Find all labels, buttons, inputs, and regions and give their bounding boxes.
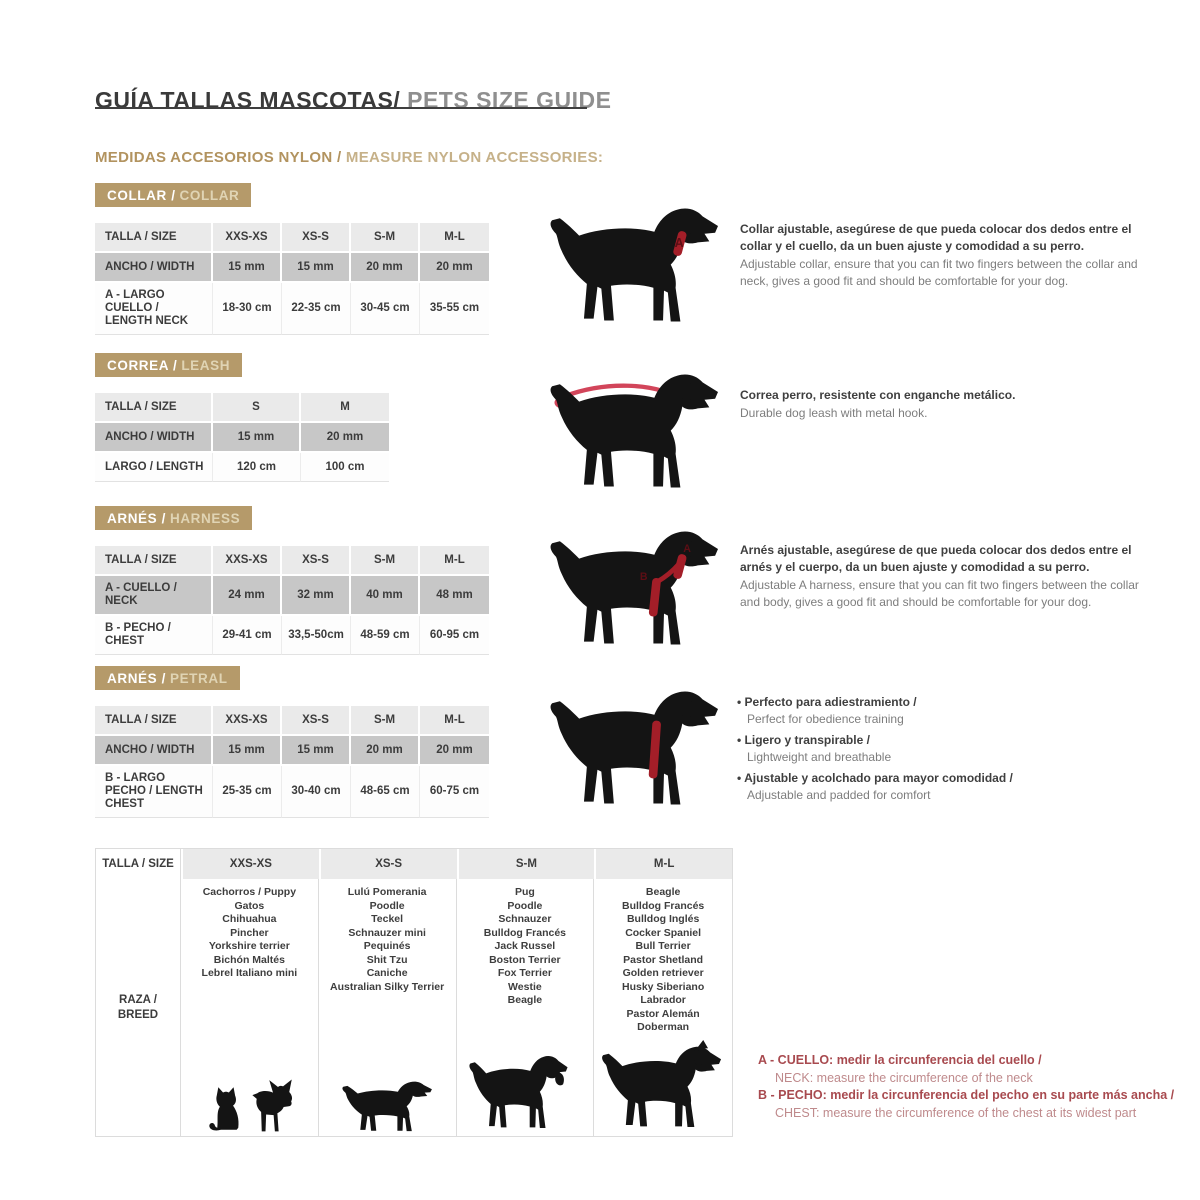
table-row-label: LARGO / LENGTH [95,453,213,482]
table-value-cell: 30-45 cm [351,283,420,335]
table-value-cell: 48 mm [420,576,489,616]
table-header-cell: XXS-XS [213,223,282,253]
table-value-cell: 18-30 cm [213,283,282,335]
breed-column-xxs-xs [181,879,319,1136]
breed-item: Bull Terrier [635,940,691,952]
harness-marker-b: B [639,570,648,583]
table-value-cell: 35-55 cm [420,283,489,335]
badge-label-es: ARNÉS / [107,511,166,526]
table-row-label: B - LARGO PECHO / LENGTH CHEST [95,766,213,818]
breed-item: Shit Tzu [366,953,408,966]
collar-description [740,221,1148,290]
page-subtitle [95,149,603,166]
breed-item: Pincher [230,926,269,939]
table-row [95,283,489,335]
pair-text-es: A - CUELLO: medir la circunferencia del cuello / [758,1053,1042,1067]
harness-section-badge [95,506,252,530]
breed-column-s-m [457,879,595,1136]
table-header-cell: M-L [420,546,489,576]
table-value-cell: 20 mm [351,253,420,283]
breed-row-label-es: RAZA / [119,993,157,1006]
breed-item: Cachorros / Puppy [202,886,297,898]
pair-text-en: NECK: measure the circumference of the neck [775,1070,1033,1085]
breed-item: Gatos [234,899,265,912]
doberman-icon [595,1040,732,1136]
table-value-cell: 15 mm [213,736,282,766]
page-subtitle-en: MEASURE NYLON ACCESSORIES: [341,149,604,167]
pair-text-es: • Ligero y transpirable / [737,732,1147,749]
table-row [95,576,489,616]
breed-item: Poodle [369,899,405,912]
table-header-cell: S [213,393,301,423]
petral-feature-list [737,694,1147,808]
breed-list-m-l [594,879,732,1035]
table-row-label: ANCHO / WIDTH [95,423,213,453]
table-header-cell: TALLA / SIZE [95,546,213,576]
table-header-cell: XXS-XS [213,546,282,576]
table-header-cell: XXS-XS [213,706,282,736]
title-underline [95,107,587,109]
table-header-cell: TALLA / SIZE [95,393,213,423]
pair-text-es: • Perfecto para adiestramiento / [737,694,1147,711]
breed-item: Labrador [640,994,686,1006]
leash-dog-icon [537,365,737,500]
table-row-label: ANCHO / WIDTH [95,253,213,283]
table-row-label: B - PECHO / CHEST [95,616,213,655]
breed-item: Bichón Maltés [213,953,285,966]
breed-item: Yorkshire terrier [208,940,290,952]
table-value-cell: 30-40 cm [282,766,351,818]
leash-desc-en: Durable dog leash with metal hook. [740,406,928,420]
collar-marker-a: A [674,236,684,251]
collar-dog-illustration [537,199,742,334]
breed-item: Golden retriever [622,967,704,979]
table-value-cell: 24 mm [213,576,282,616]
breed-item: Bulldog Francés [621,899,705,912]
table-value-cell: 15 mm [282,736,351,766]
table-value-cell: 32 mm [282,576,351,616]
table-header-row [95,706,489,736]
harness-desc-es: Arnés ajustable, asegúrese de que pueda colocar dos dedos entre el arnés y el cuerpo, da un buen ajuste y comodidad a su perro. [740,543,1132,574]
table-value-cell: 20 mm [351,736,420,766]
collar-size-table [95,223,489,335]
page-subtitle-es: MEDIDAS ACCESORIOS NYLON / [95,149,342,167]
breed-item: Westie [508,980,542,993]
table-value-cell: 120 cm [213,453,301,482]
breed-item: Cocker Spaniel [625,926,702,939]
breed-header-xxs-xs: XXS-XS [181,849,319,879]
section-leash [95,353,1165,501]
table-header-cell: XS-S [282,223,351,253]
table-header-cell: TALLA / SIZE [95,223,213,253]
page-title [95,87,611,114]
silhouettes-xs-s [319,1072,456,1136]
table-header-cell: S-M [351,706,420,736]
table-value-cell: 29-41 cm [213,616,282,655]
petral-dog-icon [537,682,737,817]
table-value-cell: 22-35 cm [282,283,351,335]
pair-text-en: Lightweight and breathable [747,749,892,764]
harness-dog-illustration [537,522,742,657]
breed-item: Schnauzer [498,913,552,925]
breed-item: Caniche [366,967,408,979]
breed-item: Teckel [371,913,404,925]
table-header-row [95,393,389,423]
breed-header-xs-s: XS-S [319,849,457,879]
table-row-label: A - LARGO CUELLO / LENGTH NECK [95,283,213,335]
measuring-notes [758,1052,1194,1122]
breed-item: Jack Russel [494,940,556,952]
breed-item: Bulldog Francés [483,926,566,939]
table-value-cell: 20 mm [420,736,489,766]
table-row [95,423,389,453]
table-header-row [95,546,489,576]
leash-size-table [95,393,389,482]
breed-header-m-l: M-L [594,849,732,879]
text-pair [737,770,1147,803]
badge-label-es: COLLAR / [107,188,176,203]
breed-table-header [96,849,732,879]
harness-dog-icon [537,522,737,657]
breed-item: Pastor Shetland [623,953,704,966]
petral-size-table [95,706,489,818]
badge-label-en: COLLAR [179,188,240,203]
breed-column-xs-s [319,879,457,1136]
text-pair [758,1087,1194,1122]
pair-text-es: B - PECHO: medir la circunferencia del pecho en su parte más ancha / [758,1088,1175,1102]
breed-header-s-m: S-M [457,849,595,879]
badge-label-es: ARNÉS / [107,671,166,686]
leash-dog-illustration [537,365,742,500]
breed-item: Doberman [637,1021,690,1033]
breed-item: Poodle [507,899,543,912]
leash-desc-es: Correa perro, resistente con enganche metálico. [740,388,1016,402]
breed-table-body [96,879,732,1136]
petral-dog-illustration [537,682,742,817]
table-value-cell: 60-95 cm [420,616,489,655]
breed-item: Pug [514,886,535,898]
table-header-cell: XS-S [282,706,351,736]
pair-text-en: Perfect for obedience training [747,711,904,726]
silhouettes-xxs-xs [181,1076,318,1136]
collar-desc-en: Adjustable collar, ensure that you can fit two fingers between the collar and neck, gives a good fit and should be comfortable for your dog. [740,257,1138,288]
table-value-cell: 48-65 cm [351,766,420,818]
table-row [95,616,489,655]
breed-item: Bulldog Inglés [626,913,700,925]
page-title-en: PETS SIZE GUIDE [400,87,612,114]
breed-table [95,848,733,1137]
section-harness [95,506,1165,661]
badge-label-en: PETRAL [169,671,228,686]
breed-item: Lulú Pomerania [347,886,427,898]
harness-marker-a: A [683,542,691,555]
breed-item: Lebrel Italiano mini [201,967,298,979]
breed-item: Husky Siberiano [621,980,705,993]
table-row [95,766,489,818]
section-collar [95,183,1165,348]
badge-label-en: HARNESS [169,511,241,526]
text-pair [758,1052,1194,1087]
harness-description [740,542,1148,611]
table-row [95,453,389,482]
leash-section-badge [95,353,242,377]
harness-desc-en: Adjustable A harness, ensure that you can fit two fingers between the collar and body, gives a good fit and should be comfortable for your dog. [740,578,1139,609]
petral-section-badge [95,666,240,690]
cat-icon [201,1080,243,1136]
table-value-cell: 25-35 cm [213,766,282,818]
breed-column-m-l [594,879,732,1136]
table-value-cell: 15 mm [282,253,351,283]
pair-text-en: Adjustable and padded for comfort [747,787,931,802]
table-header-cell: S-M [351,546,420,576]
breed-item: Pastor Alemán [626,1007,700,1020]
table-header-row [95,223,489,253]
dachshund-icon [326,1072,448,1136]
table-header-cell: XS-S [282,546,351,576]
schnauzer-icon [463,1050,587,1136]
table-header-cell: M [301,393,389,423]
table-value-cell: 40 mm [351,576,420,616]
breed-list-xxs-xs [181,879,318,981]
breed-row-label-en: BREED [117,1008,159,1021]
page-title-es: GUÍA TALLAS MASCOTAS/ [95,87,401,114]
table-header-cell: M-L [420,223,489,253]
breed-header-size-label: TALLA / SIZE [96,849,181,879]
breed-item: Fox Terrier [497,967,552,979]
breed-item: Beagle [645,886,681,898]
table-header-cell: S-M [351,223,420,253]
text-pair [737,732,1147,765]
badge-label-en: LEASH [181,358,231,373]
breed-item: Australian Silky Terrier [330,980,445,993]
pair-text-en: CHEST: measure the circumference of the chest at its widest part [775,1105,1137,1120]
table-row-label: A - CUELLO / NECK [95,576,213,616]
collar-dog-icon [537,199,737,334]
collar-section-badge [95,183,251,207]
breed-item: Boston Terrier [489,953,561,966]
breed-list-xs-s [319,879,456,994]
breed-item: Beagle [507,994,543,1006]
table-value-cell: 33,5-50cm [282,616,351,655]
leash-description [740,387,1148,422]
table-value-cell: 60-75 cm [420,766,489,818]
table-header-cell: M-L [420,706,489,736]
table-row [95,736,489,766]
text-pair [737,694,1147,727]
chihuahua-icon [248,1076,298,1136]
breed-list-s-m [457,879,594,1008]
badge-label-es: CORREA / [107,358,178,373]
table-row [95,253,489,283]
breed-item: Pequinés [363,940,411,952]
harness-size-table [95,546,489,655]
breed-item: Schnauzer mini [348,926,426,939]
table-value-cell: 15 mm [213,253,282,283]
breed-item: Chihuahua [222,913,277,925]
table-value-cell: 100 cm [301,453,389,482]
table-value-cell: 20 mm [420,253,489,283]
pair-text-es: • Ajustable y acolchado para mayor comodidad / [737,770,1147,787]
table-value-cell: 15 mm [213,423,301,453]
table-header-cell: TALLA / SIZE [95,706,213,736]
table-value-cell: 48-59 cm [351,616,420,655]
silhouettes-m-l [594,1040,732,1136]
silhouettes-s-m [457,1050,594,1136]
table-value-cell: 20 mm [301,423,389,453]
table-row-label: ANCHO / WIDTH [95,736,213,766]
section-petral [95,666,1165,836]
collar-desc-es: Collar ajustable, asegúrese de que pueda colocar dos dedos entre el collar y el cuello, da un buen ajuste y comodidad a su perro. [740,222,1132,253]
breed-row-label [96,879,181,1136]
